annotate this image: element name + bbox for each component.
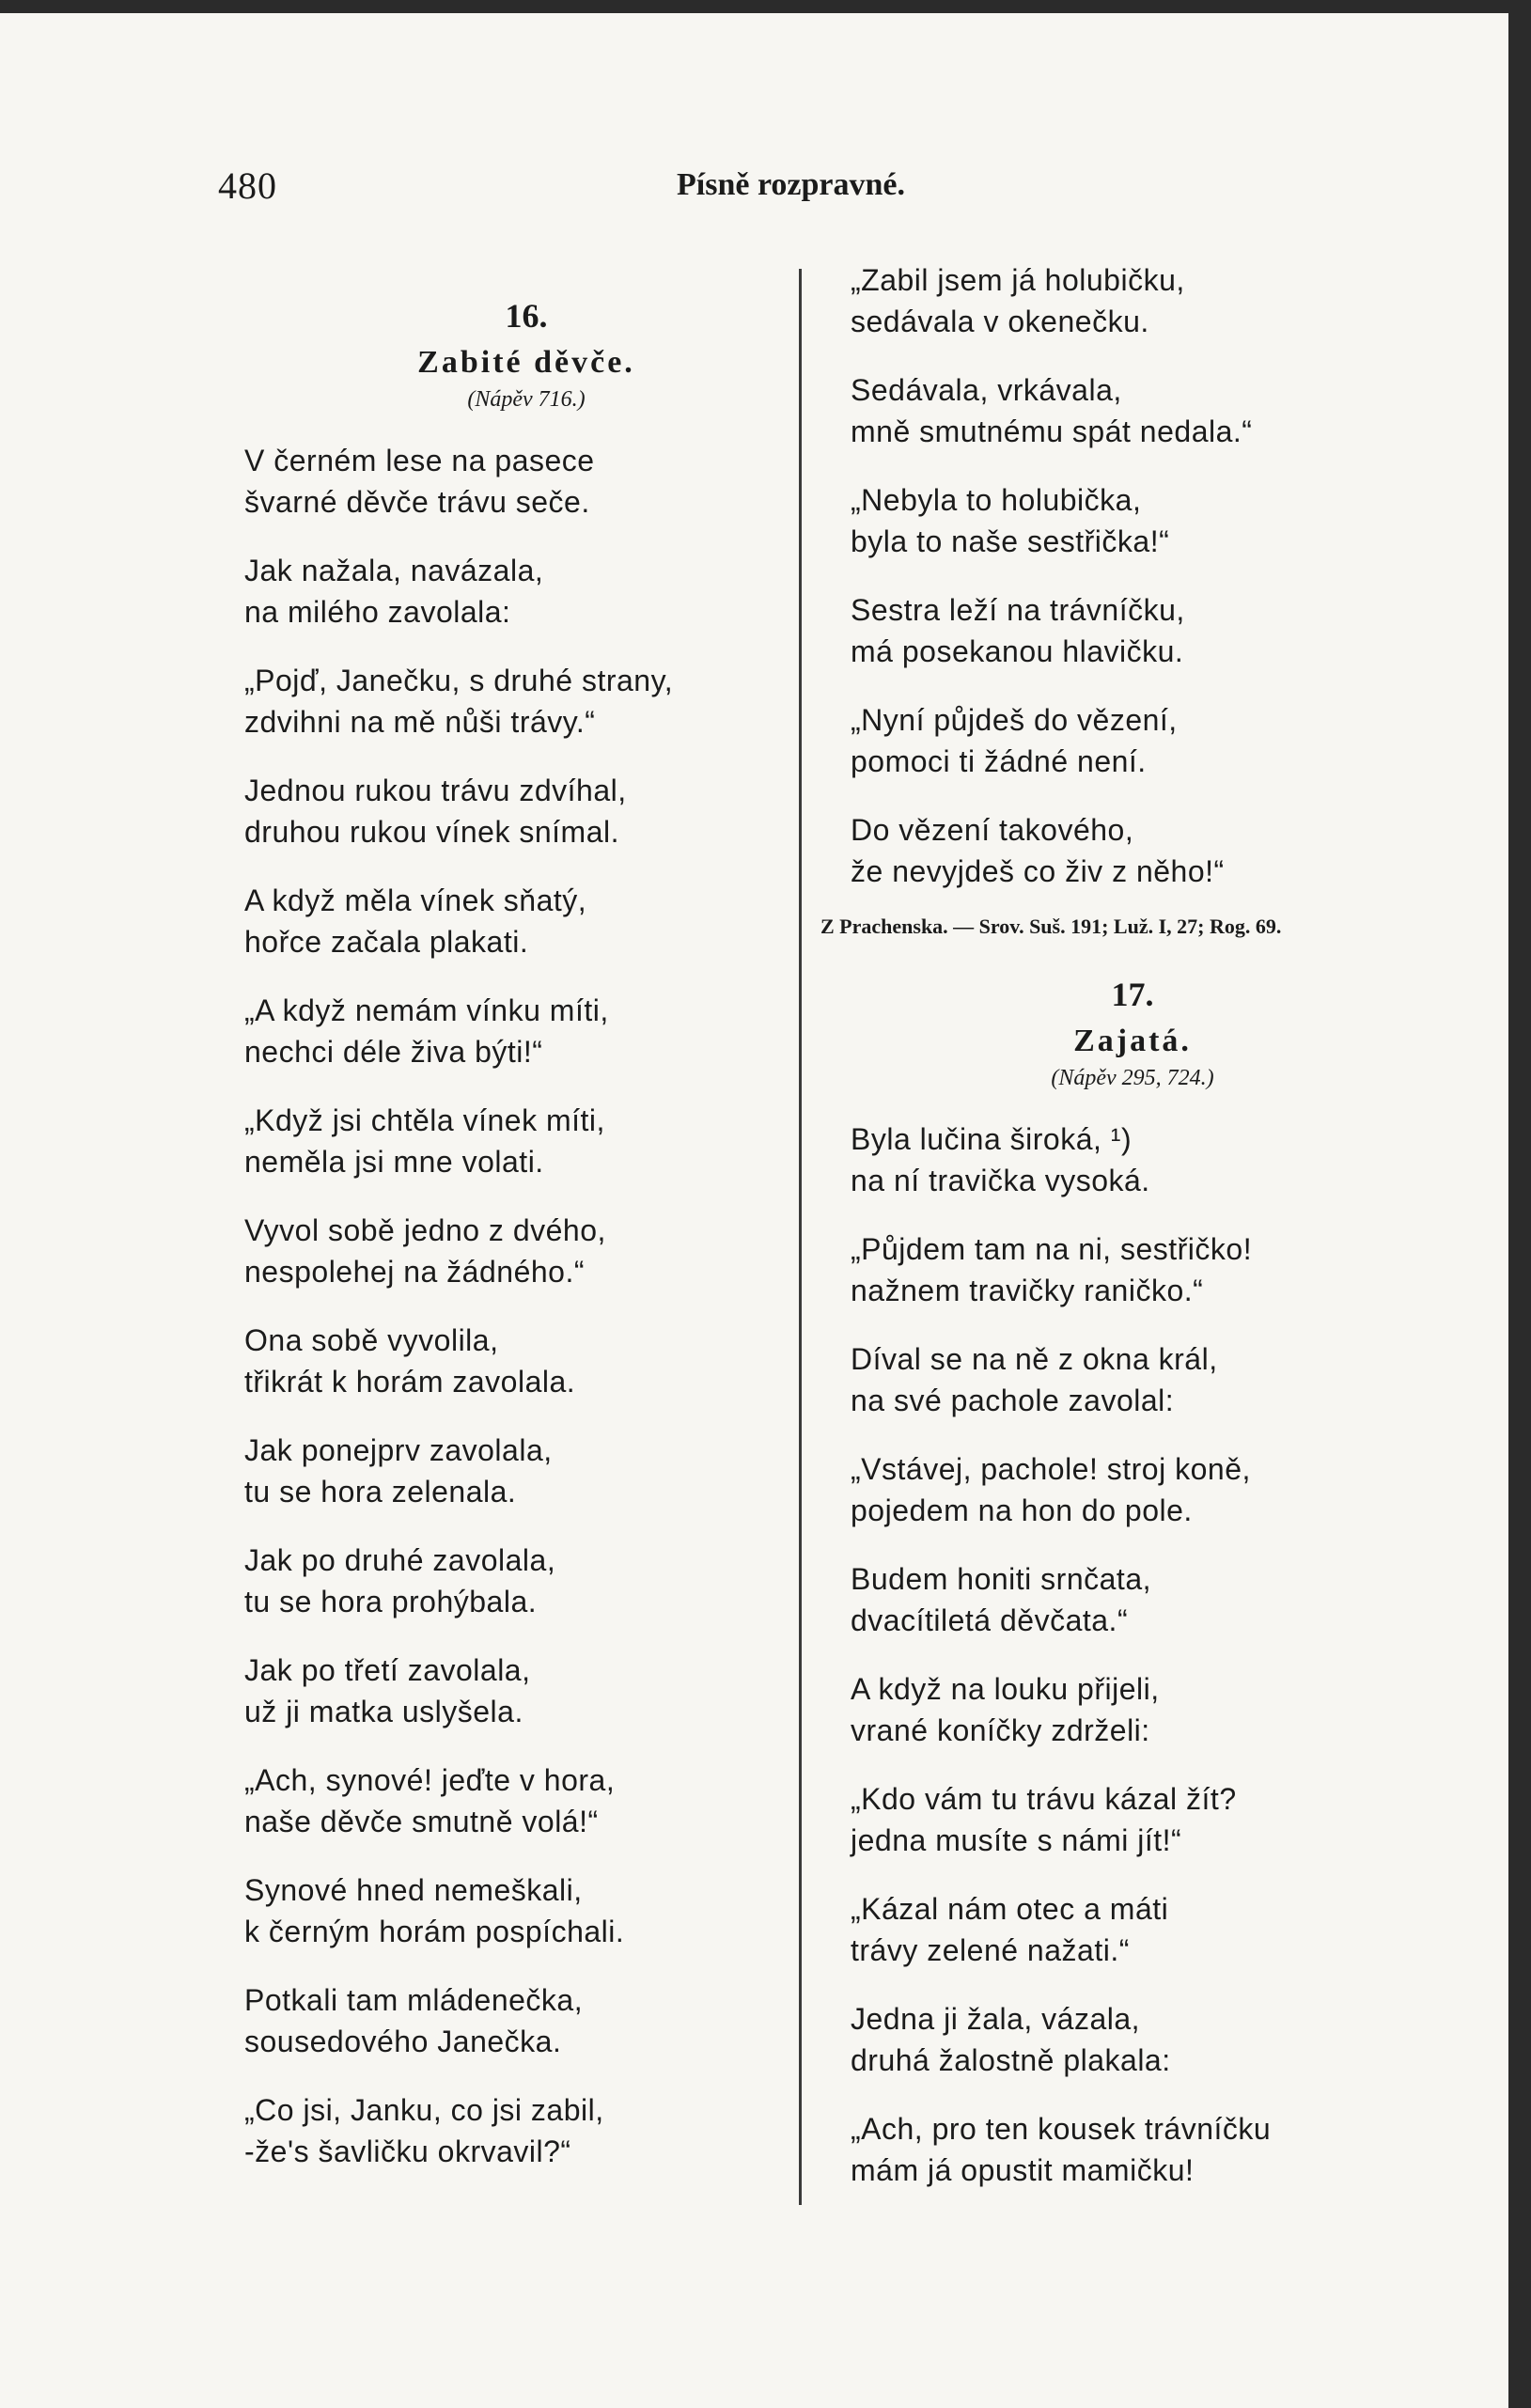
verse-line: dvacítiletá děvčata.“ <box>851 1603 1129 1637</box>
left-column <box>244 295 808 2199</box>
verse-line: „Půjdem tam na ni, sestřičko! <box>851 1232 1253 1266</box>
verse-line: „Ach, synové! jeďte v hora, <box>244 1763 616 1797</box>
verse-line: Budem honiti srnčata, <box>851 1562 1151 1596</box>
stanza <box>244 1759 808 1842</box>
stanza <box>851 479 1414 562</box>
verse-line: Jak po třetí zavolala, <box>244 1653 531 1687</box>
verse-line: nespolehej na žádného.“ <box>244 1255 585 1289</box>
verse-line: Díval se na ně z okna král, <box>851 1342 1218 1376</box>
stanza <box>851 1118 1414 1201</box>
verse-line: Jak nažala, navázala, <box>244 554 544 587</box>
verse-line: V černém lese na pasece <box>244 444 595 477</box>
running-title: Písně rozpravné. <box>677 167 906 202</box>
stanza <box>851 1998 1414 2081</box>
stanza <box>244 1320 808 1402</box>
stanza <box>851 809 1414 892</box>
stanza <box>851 699 1414 782</box>
verse-line: třikrát k horám zavolala. <box>244 1365 576 1399</box>
verse-line: Sestra leží na trávníčku, <box>851 593 1185 627</box>
song-number: 17. <box>1111 976 1154 1013</box>
verse-line: Byla lučina široká, ¹) <box>851 1122 1133 1156</box>
verse-line: na své pachole zavolal: <box>851 1384 1175 1417</box>
verse-line: „A když nemám vínku míti, <box>244 993 609 1027</box>
verse-line: Do vězení takového, <box>851 813 1134 847</box>
verse-line: Jedna ji žala, vázala, <box>851 2002 1141 2036</box>
verse-line: „Kdo vám tu trávu kázal žít? <box>851 1782 1237 1816</box>
verse-line: tu se hora prohýbala. <box>244 1585 538 1618</box>
song-title: Zabité děvče. <box>417 345 635 380</box>
stanza <box>851 1338 1414 1421</box>
verse-line: -že's šavličku okrvavil?“ <box>244 2134 571 2168</box>
stanza <box>244 880 808 962</box>
stanza <box>244 660 808 743</box>
stanza <box>244 1540 808 1622</box>
stanza <box>851 1558 1414 1641</box>
verse-line: „Když jsi chtěla vínek míti, <box>244 1103 605 1137</box>
verse-line: má posekanou hlavičku. <box>851 634 1184 668</box>
stanza <box>244 440 808 523</box>
verse-line: sedávala v okenečku. <box>851 305 1149 338</box>
stanza <box>244 2089 808 2172</box>
stanza <box>244 1979 808 2062</box>
verse-line: Jak po druhé zavolala, <box>244 1543 556 1577</box>
verse-line: nažnem travičky raničko.“ <box>851 1274 1204 1307</box>
verse-line: A když na louku přijeli, <box>851 1672 1160 1706</box>
verse-line: nechci déle živa býti!“ <box>244 1035 543 1069</box>
song-tune: (Nápěv 716.) <box>467 387 586 412</box>
verse-line: pomoci ti žádné není. <box>851 744 1147 778</box>
verse-line: Vyvol sobě jedno z dvého, <box>244 1213 606 1247</box>
verse-line: jedna musíte s námi jít!“ <box>851 1823 1182 1857</box>
verse-line: sousedového Janečka. <box>244 2025 562 2058</box>
song-title: Zajatá. <box>1073 1024 1192 1058</box>
stanza <box>851 1888 1414 1971</box>
verse-line: Ona sobě vyvolila, <box>244 1323 499 1357</box>
verse-line: neměla jsi mne volati. <box>244 1145 544 1179</box>
verse-line: hořce začala plakati. <box>244 925 529 959</box>
verse-line: k černým horám pospíchali. <box>244 1915 625 1948</box>
stanza <box>244 1210 808 1292</box>
stanza <box>244 1100 808 1182</box>
verse-line: že nevyjdeš co živ z něho!“ <box>851 854 1225 888</box>
verse-line: Sedávala, vrkávala, <box>851 373 1122 407</box>
song-number: 16. <box>505 297 548 335</box>
verse-line: mám já opustit mamičku! <box>851 2153 1195 2187</box>
verse-line: druhá žalostně plakala: <box>851 2043 1171 2077</box>
verse-line: pojedem na hon do pole. <box>851 1493 1193 1527</box>
stanza <box>851 1228 1414 1311</box>
source-note: Z Prachenska. — Srov. Suš. 191; Luž. I, 27; Rog. 69. <box>820 915 1282 938</box>
verse-line: „Co jsi, Janku, co jsi zabil, <box>244 2093 604 2127</box>
verse-line: byla to naše sestřička!“ <box>851 524 1170 558</box>
verse-line: švarné děvče trávu seče. <box>244 485 590 519</box>
stanza <box>244 1430 808 1512</box>
verse-line: A když měla vínek sňatý, <box>244 883 587 917</box>
book-page <box>0 13 1508 2408</box>
verse-line: Synové hned nemeškali, <box>244 1873 583 1907</box>
verse-line: „Kázal nám otec a máti <box>851 1892 1169 1926</box>
stanza <box>851 1668 1414 1751</box>
verse-line: „Zabil jsem já holubičku, <box>851 263 1185 297</box>
verse-line: vrané koníčky zdrželi: <box>851 1713 1150 1747</box>
verse-line: tu se hora zelenala. <box>244 1475 517 1509</box>
verse-line: „Pojď, Janečku, s druhé strany, <box>244 664 674 697</box>
verse-line: na milého zavolala: <box>244 595 511 629</box>
verse-line: Jak ponejprv zavolala, <box>244 1433 553 1467</box>
verse-line: už ji matka uslyšela. <box>244 1695 523 1728</box>
right-column <box>820 259 1414 2218</box>
verse-line: naše děvče smutně volá!“ <box>244 1805 599 1838</box>
verse-line: zdvihni na mě nůši trávy.“ <box>244 705 596 739</box>
verse-line: druhou rukou vínek snímal. <box>244 815 619 849</box>
verse-line: na ní travička vysoká. <box>851 1164 1150 1197</box>
stanza <box>244 990 808 1072</box>
stanza <box>851 1448 1414 1531</box>
page-header <box>218 164 951 220</box>
verse-line: „Nebyla to holubička, <box>851 483 1142 517</box>
stanza <box>851 589 1414 672</box>
stanza <box>851 369 1414 452</box>
page-number: 480 <box>218 164 277 207</box>
stanza <box>244 1650 808 1732</box>
verse-line: trávy zelené nažati.“ <box>851 1933 1130 1967</box>
verse-line: Potkali tam mládenečka, <box>244 1983 584 2017</box>
stanza <box>851 259 1414 342</box>
song-tune: (Nápěv 295, 724.) <box>1051 1066 1214 1090</box>
stanza <box>244 770 808 852</box>
stanza <box>244 550 808 633</box>
stanza <box>244 1869 808 1952</box>
stanza <box>851 2108 1414 2191</box>
verse-line: „Vstávej, pachole! stroj koně, <box>851 1452 1251 1486</box>
verse-line: „Ach, pro ten kousek trávníčku <box>851 2112 1272 2146</box>
verse-line: mně smutnému spát nedala.“ <box>851 414 1253 448</box>
verse-line: „Nyní půjdeš do vězení, <box>851 703 1178 737</box>
stanza <box>851 1778 1414 1861</box>
verse-line: Jednou rukou trávu zdvíhal, <box>244 774 627 807</box>
